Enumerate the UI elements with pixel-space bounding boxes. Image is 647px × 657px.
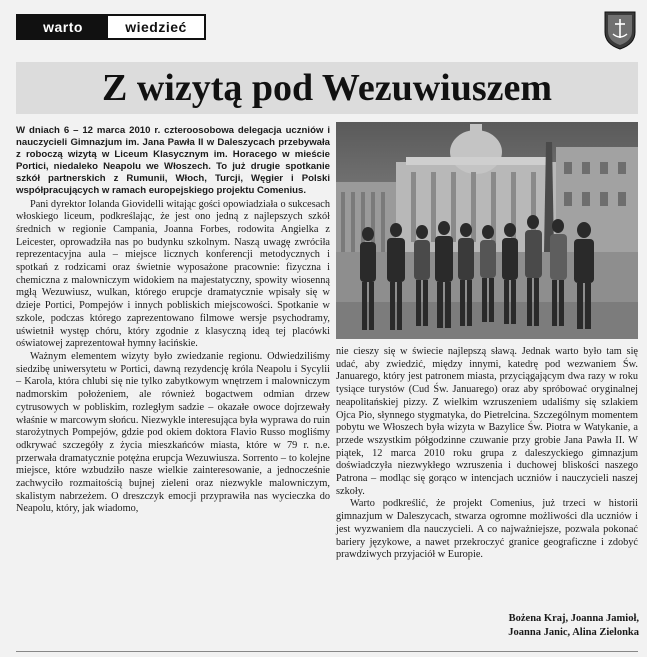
section-tag-warto: warto [18, 16, 108, 38]
section-tag [16, 14, 206, 40]
article-lead: W dniach 6 – 12 marca 2010 r. czteroosobowa delegacja uczniów i nauczycieli Gimnazjum im. Jana Pawła II w Daleszycach przebywała z roboczą wizytą w Liceum Klasycznym im. Horacego w mieście Portici, niedaleko Neapolu we Włoszech. To już drugie spotkanie szkół partnerskich z Rumunii, Włoch, Turcji, Węgier i Polski współpracujących w ramach europejskiego projektu Comenius. [16, 125, 330, 197]
paragraph-1: Pani dyrektor Iolanda Giovidelli witając gości opowiadziała o sukcesach włoskiego liceum, podkreślając, że jest ono jedną z najlepszych szkół średnich w regionie Campania, Joanna Forbes, rodowita Angielka z Leicester, oprowadziła nas po budynku szkolnym. Naszą uwagę zwróciła reprezentacyjna aula – miejsce licznych konferencji metodycznych i spotkań z rodzicami oraz świetnie wyposażone pracownie: fizyczna i chemiczna z malowniczym widokiem na majestatyczny, spowity wiosenną mgłą Wezuwiusz, wulkan, którego erupcje dramatycznie wpisały się w dzieje Portici, Pompejów i innych pobliskich miejscowości. Spotkanie w szkole, podczas którego zaprezentowano filmowe wersje psychodramy, uświetnił występ chóru, który zgodnie z klasyczną ideą tej placówki oświatowej zaprezentował hymny łacińskie. [16, 198, 330, 350]
article-title: Z wizytą pod Wezuwiuszem [101, 67, 553, 109]
authors-line-2: Joanna Janic, Alina Zielonka [508, 627, 639, 638]
group-photo-image [336, 122, 638, 339]
right-column [336, 346, 638, 562]
authors-line-1: Bożena Kraj, Joanna Jamioł, [508, 613, 639, 624]
paragraph-2: Ważnym elementem wizyty było zwiedzanie regionu. Odwiedziliśmy siedzibę uniwersytetu w Portici, dawną rezydencję króla Neapolu i Sycylii – Karola, która chlubi się nie tylko zabytkowym wnętrzem i malowniczym nadmorskim położeniem, ale również bogactwem odmian drzew cytrusowych w pobliskim, rozległym sadzie – okazałe owoce dojrzewały właśnie w marcowym słońcu. Niezwykle interesująca była wyprawa do ruin starożytnych Pompejów, gdzie pod okiem doktora Flavio Russo mogliśmy odkrywać szczegóły z życia mieszkańców miasta, które w 79 r. n.e. przerwała dramatycznie potężna erupcja Wezuwiusza. Sorrento – to kolejne miejsce, które wzbudziło nasze wielkie zainteresowanie, a jednocześnie zachwyciło rozmaitością bujnej zieleni oraz niezwykle malowniczym, skalistym nabrzeżem. O dreszczyk emocji przyprawiła nas wycieczka do Neapolu, który, jak wiadomo, [16, 351, 330, 515]
section-tag-wiedziec: wiedzieć [108, 16, 204, 38]
group-photo [336, 122, 638, 339]
school-crest-icon [603, 10, 637, 50]
title-band [16, 62, 638, 114]
paragraph-3: nie cieszy się w świecie najlepszą sławą. Jednak warto było tam się udać, aby zwiedzić, między innymi, katedrę pod wezwaniem Św. Januarego, który jest patronem miasta, przyciągającym dwa razy w roku tysiące turystów (Cud Św. Januarego) oraz aby spróbować oryginalnej neapolitańskiej pizzy. Z wielkim wzruszeniem udaliśmy się szlakiem Ojca Pio, słynnego stygmatyka, do Pietrelcina. Szczególnym momentem pobytu we Włoszech była wizyta w Bazylice Św. Piotra w Watykanie, a przede wszystkim półgodzinne czuwanie przy grobie Jana Pawła II. W piątek, 12 marca 2010 roku grupa z daleszyckiego gimnazjum doświadczyła niezwykłego wzruszenia i duchowej bliskości naszego Patrona – modląc się gorąco w intencjach uczniów i nauczycieli naszej szkoły. [336, 346, 638, 497]
authors-signature [379, 612, 639, 640]
left-column [16, 125, 330, 516]
bottom-rule [16, 651, 638, 652]
paragraph-4: Warto podkreślić, że projekt Comenius, już trzeci w historii gimnazjum w Daleszycach, stwarza ogromne możliwości dla uczniów i jest wyzwaniem dla nauczycieli. A co najważniejsze, pozwala pokonać bariery językowe, a nawet przekroczyć granice geograficzne i zdobyć prawdziwych przyjaciół w Europie. [336, 498, 638, 561]
